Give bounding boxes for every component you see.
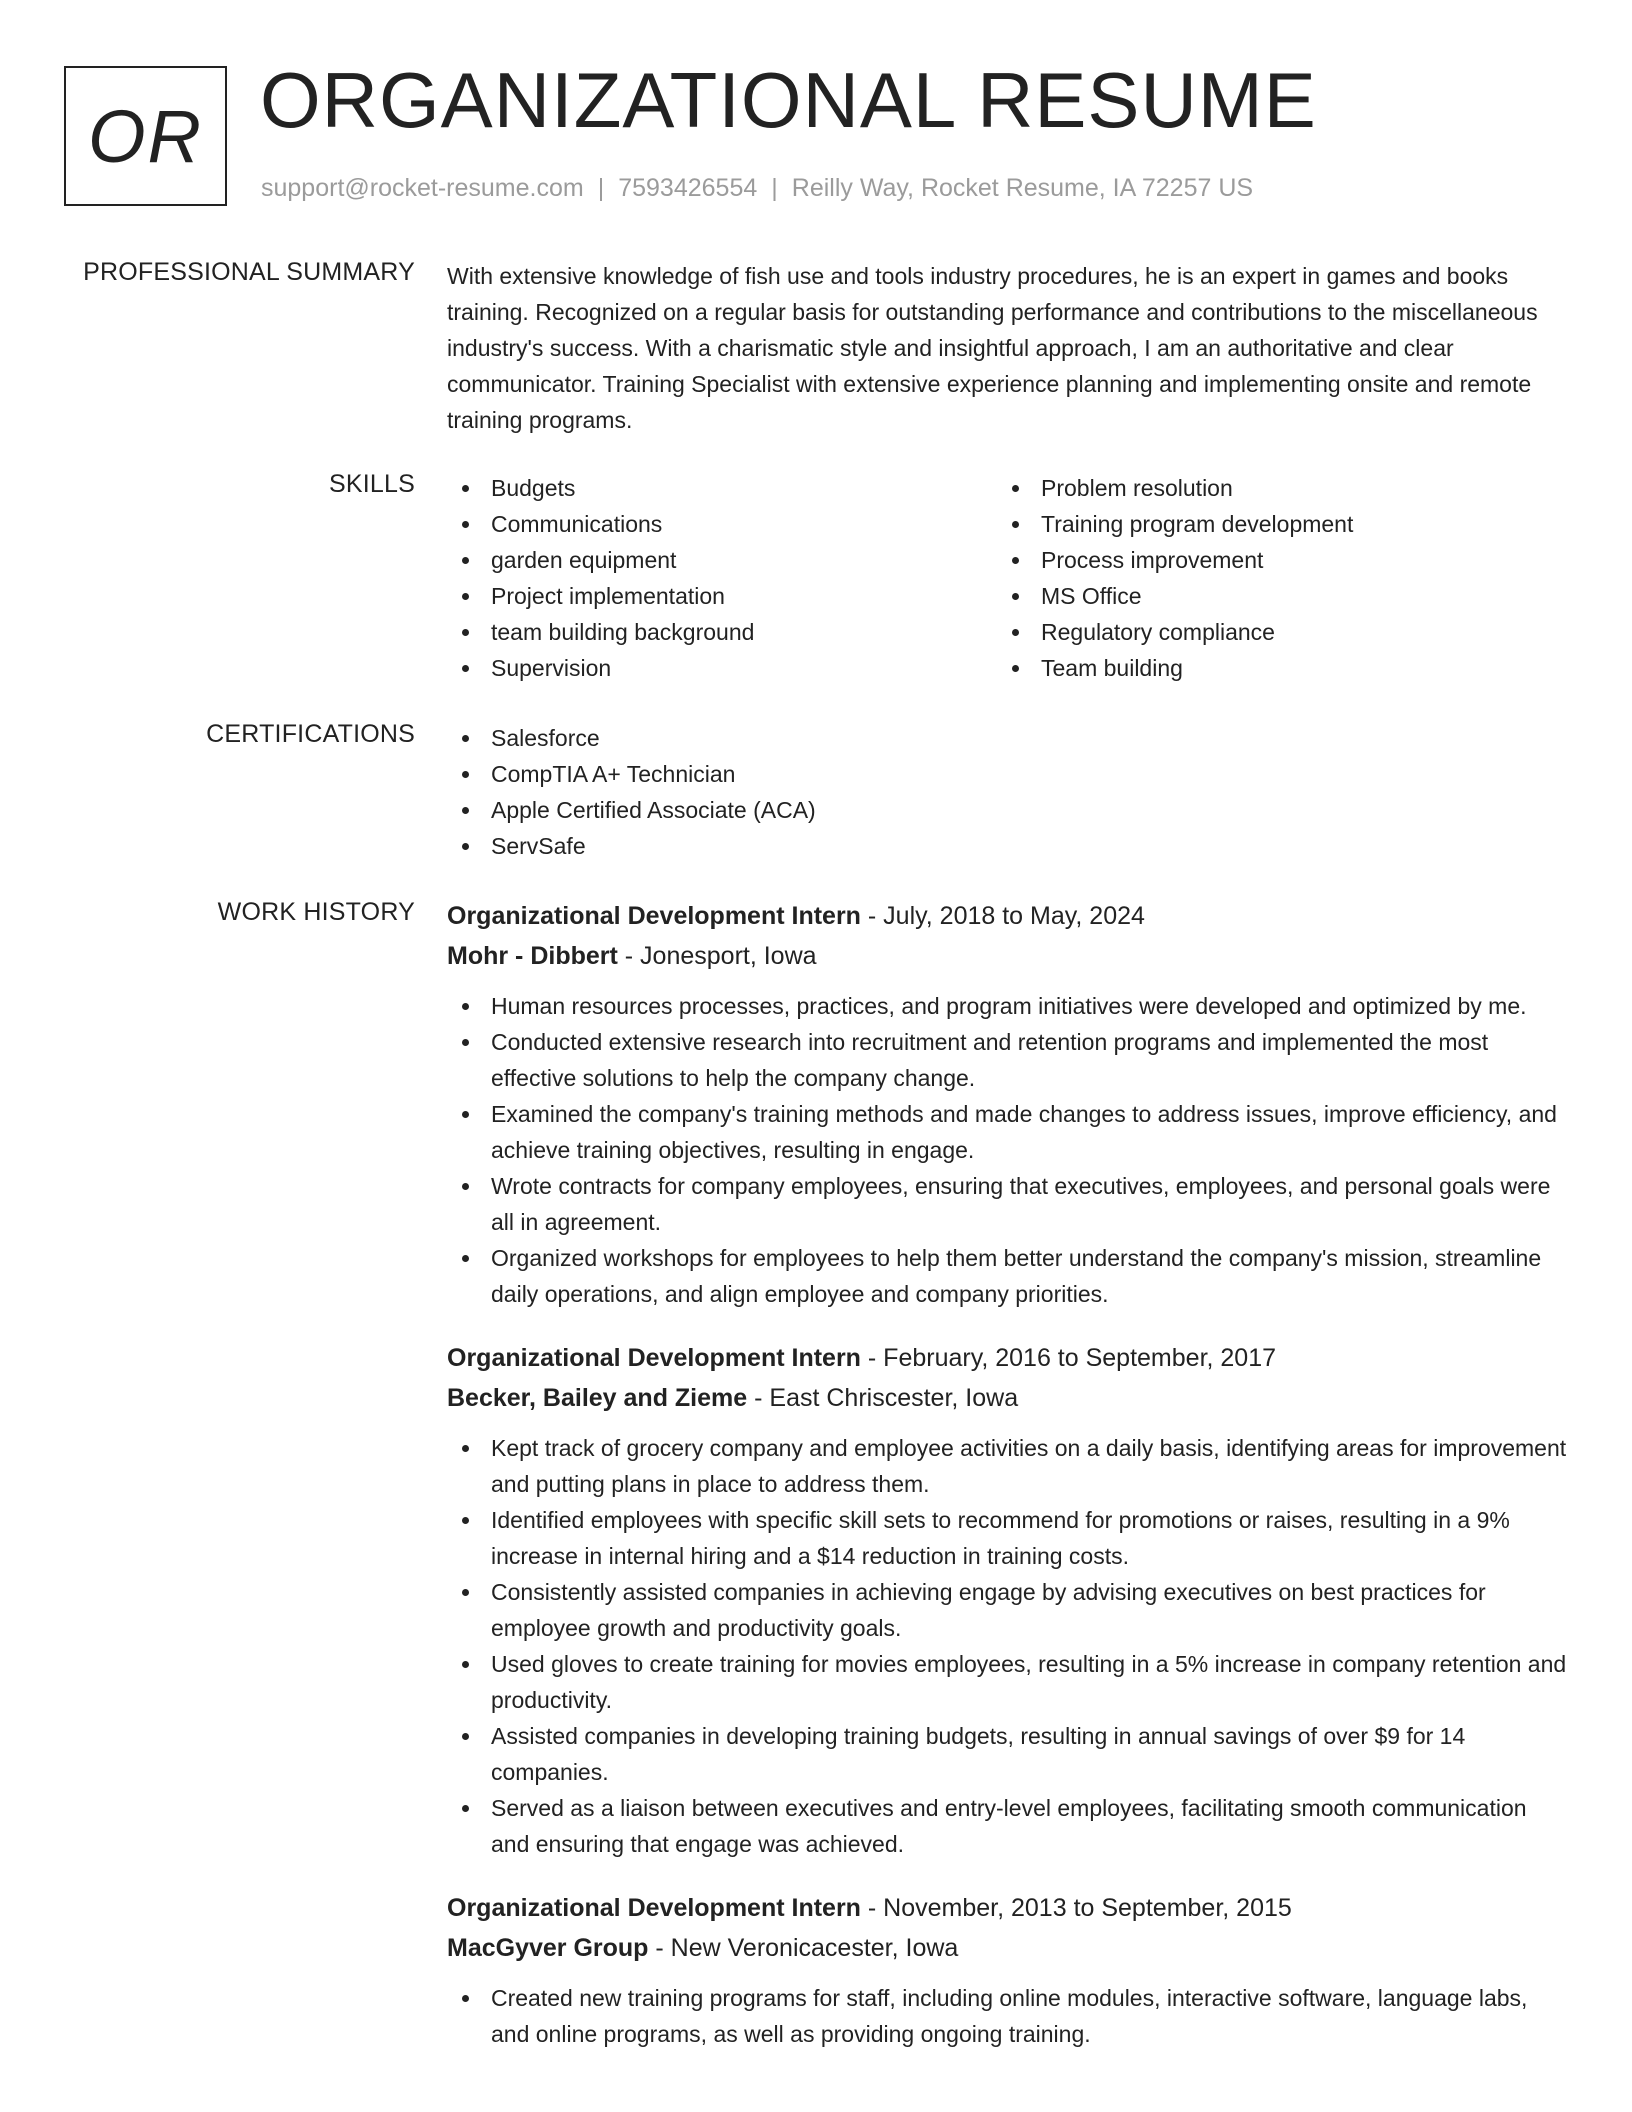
summary-body — [447, 258, 1567, 438]
summary-heading: PROFESSIONAL SUMMARY — [83, 258, 415, 286]
job-dates: - February, 2016 to September, 2017 — [860, 1344, 1277, 1372]
job-bullet: Assisted companies in developing training budgets, resulting in annual savings of over $9 for 14 companies. — [447, 1718, 1567, 1790]
list-item: CompTIA A+ Technician — [447, 756, 1567, 792]
job-bullet: Served as a liaison between executives and entry-level employees, facilitating smooth communication and ensuring that engage was achieved. — [447, 1790, 1567, 1862]
skills-heading: SKILLS — [329, 470, 415, 498]
list-item: Budgets — [447, 470, 997, 506]
resume-title: ORGANIZATIONAL RESUME — [260, 56, 1317, 144]
job-bullet: Used gloves to create training for movies employees, resulting in a 5% increase in company retention and productivity. — [447, 1646, 1567, 1718]
list-item: Salesforce — [447, 720, 1567, 756]
contact-separator: | — [771, 174, 778, 202]
list-item: MS Office — [997, 578, 1547, 614]
contact-separator: | — [597, 174, 605, 202]
job-company: Becker, Bailey and Zieme — [447, 1384, 748, 1412]
job-dates: - July, 2018 to May, 2024 — [860, 902, 1145, 930]
job-bullets — [447, 1430, 1567, 1862]
list-item: Supervision — [447, 650, 997, 686]
contact-line — [261, 174, 1253, 203]
job-bullet: Human resources processes, practices, and program initiatives were developed and optimized by me. — [447, 988, 1567, 1024]
list-item: Problem resolution — [997, 470, 1547, 506]
skills-list-right — [997, 470, 1547, 686]
job-title: Organizational Development Intern — [447, 1894, 861, 1922]
job-company-line — [447, 1378, 1567, 1418]
job-bullet: Identified employees with specific skill sets to recommend for promotions or raises, resulting in a 9% increase in internal hiring and a $14 reduction in training costs. — [447, 1502, 1567, 1574]
certifications-body — [447, 720, 1567, 864]
list-item: Apple Certified Associate (ACA) — [447, 792, 1567, 828]
job-bullet: Consistently assisted companies in achieving engage by advising executives on best practices for employee growth and productivity goals. — [447, 1574, 1567, 1646]
list-item: Communications — [447, 506, 997, 542]
list-item: ServSafe — [447, 828, 1567, 864]
skills-grid — [447, 470, 1567, 686]
list-item: Project implementation — [447, 578, 997, 614]
list-item: Team building — [997, 650, 1547, 686]
contact-phone[interactable]: 7593426554 — [618, 174, 758, 202]
job-bullet: Examined the company's training methods and made changes to address issues, improve efficiency, and achieve training objectives, resulting in engage. — [447, 1096, 1567, 1168]
job-bullet: Wrote contracts for company employees, ensuring that executives, employees, and personal goals were all in agreement. — [447, 1168, 1567, 1240]
job-title-line — [447, 1338, 1567, 1378]
list-item: Regulatory compliance — [997, 614, 1547, 650]
job-bullet: Conducted extensive research into recruitment and retention programs and implemented the most effective solutions to help the company change. — [447, 1024, 1567, 1096]
list-item: garden equipment — [447, 542, 997, 578]
summary-text: With extensive knowledge of fish use and tools industry procedures, he is an expert in games and books training. Recognized on a regular basis for outstanding performance and contributions to the miscellaneous industry's success. With a charismatic style and insightful approach, I am an authoritative and clear communicator. Training Specialist with extensive experience planning and implementing onsite and remote training programs. — [447, 263, 1538, 433]
contact-address: Reilly Way, Rocket Resume, IA 72257 US — [791, 174, 1254, 202]
job-title-line — [447, 896, 1567, 936]
job-dates: - November, 2013 to September, 2015 — [860, 1894, 1292, 1922]
certifications-list — [447, 720, 1567, 864]
job-title: Organizational Development Intern — [447, 902, 861, 930]
job-entry — [447, 896, 1567, 1312]
job-bullet: Created new training programs for staff, including online modules, interactive software, language labs, and online programs, as well as providing ongoing training. — [447, 1980, 1567, 2052]
job-location: - East Chriscester, Iowa — [747, 1384, 1019, 1412]
job-bullets — [447, 988, 1567, 1312]
contact-email[interactable]: support@rocket-resume.com — [261, 174, 584, 202]
job-bullets — [447, 1980, 1567, 2052]
job-title-line — [447, 1888, 1567, 1928]
work-history-heading: WORK HISTORY — [217, 898, 415, 926]
job-entry — [447, 1338, 1567, 1862]
work-history-body — [447, 896, 1567, 2078]
job-entry — [447, 1888, 1567, 2052]
job-title: Organizational Development Intern — [447, 1344, 861, 1372]
job-bullet: Kept track of grocery company and employee activities on a daily basis, identifying areas for improvement and putting plans in place to address them. — [447, 1430, 1567, 1502]
job-company-line — [447, 1928, 1567, 1968]
job-location: - New Veronicacester, Iowa — [648, 1934, 959, 1962]
job-company-line — [447, 936, 1567, 976]
monogram-logo: OR — [64, 66, 227, 206]
job-company: MacGyver Group — [447, 1934, 649, 1962]
job-bullet: Organized workshops for employees to help them better understand the company's mission, streamline daily operations, and align employee and company priorities. — [447, 1240, 1567, 1312]
list-item: team building background — [447, 614, 997, 650]
job-company: Mohr - Dibbert — [447, 942, 618, 970]
list-item: Training program development — [997, 506, 1547, 542]
certifications-heading: CERTIFICATIONS — [206, 720, 415, 748]
skills-list-left — [447, 470, 997, 686]
skills-body — [447, 470, 1567, 686]
job-location: - Jonesport, Iowa — [617, 942, 817, 970]
list-item: Process improvement — [997, 542, 1547, 578]
